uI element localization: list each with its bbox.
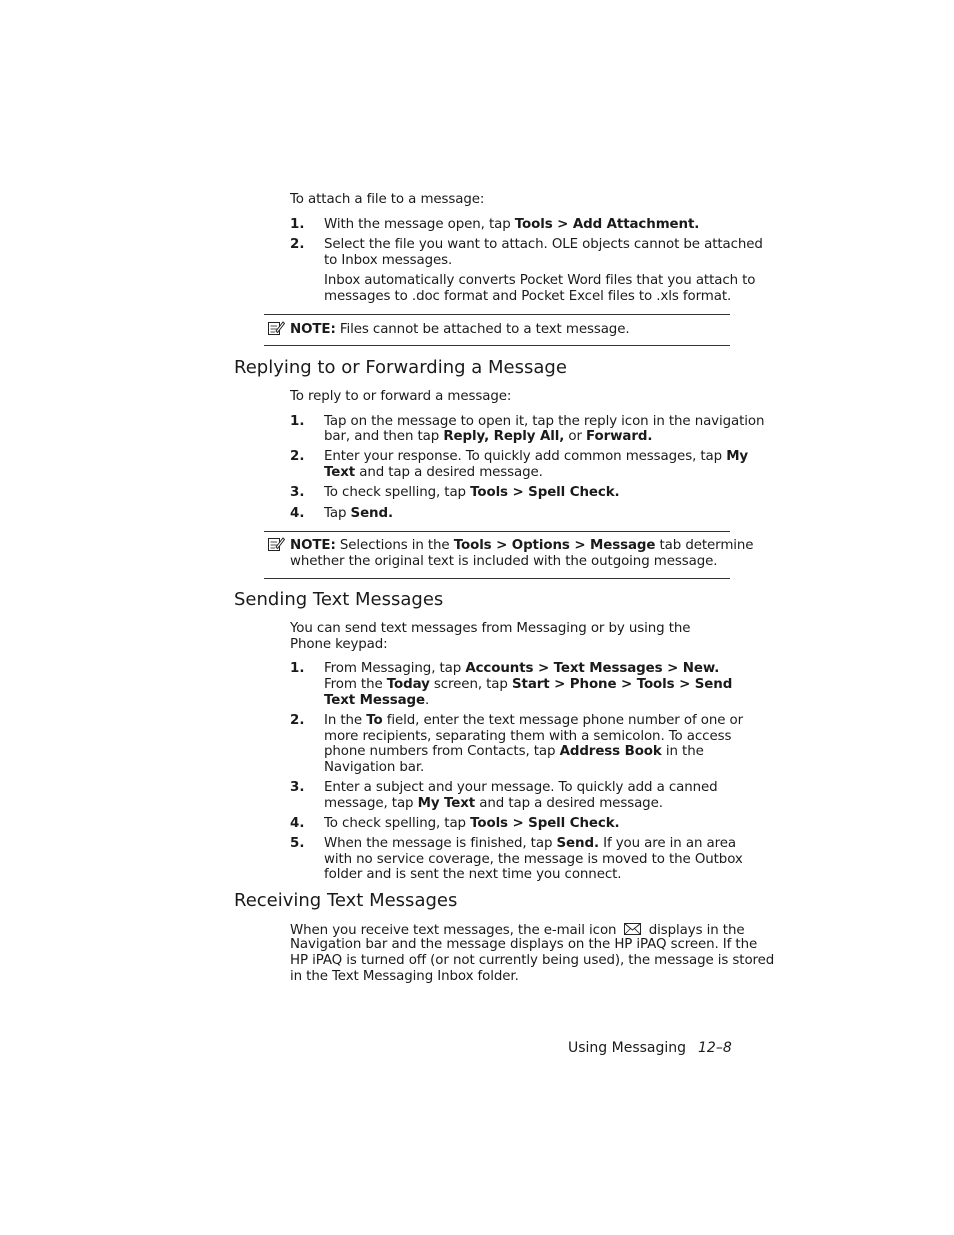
reply-step-1-line-1: Tap on the message to open it, tap the reply icon in the navigation	[324, 414, 765, 429]
attach-step-2-line-2: to Inbox messages.	[324, 253, 453, 268]
attach-note: NOTE: Files cannot be attached to a text message.	[290, 322, 630, 337]
reply-step-2-line-1: Enter your response. To quickly add common messages, tap My	[324, 449, 749, 464]
reply-note-line-2: whether the original text is included with the outgoing message.	[290, 554, 718, 569]
step-number: 1.	[290, 414, 305, 429]
note-bottom-rule	[264, 345, 730, 346]
receiving-line-4: in the Text Messaging Inbox folder.	[290, 969, 519, 984]
section-heading-receiving: Receiving Text Messages	[234, 890, 458, 911]
step-number: 2.	[290, 449, 305, 464]
sending-step-5-line-2: with no service coverage, the message is moved to the Outbox	[324, 852, 743, 867]
attach-intro: To attach a file to a message:	[290, 192, 485, 207]
envelope-icon	[623, 922, 643, 936]
attach-step-2-line-4: messages to .doc format and Pocket Excel files to .xls format.	[324, 289, 732, 304]
attach-step-2-line-1: Select the file you want to attach. OLE objects cannot be attached	[324, 237, 763, 252]
section-heading-reply: Replying to or Forwarding a Message	[234, 357, 567, 378]
sending-step-2-line-1: In the To field, enter the text message phone number of one or	[324, 713, 743, 728]
sending-intro-line-2: Phone keypad:	[290, 637, 388, 652]
sending-intro-line-1: You can send text messages from Messaging or by using the	[290, 621, 691, 636]
note-bottom-rule	[264, 578, 730, 579]
sending-step-5-line-3: folder and is sent the next time you connect.	[324, 867, 622, 882]
step-number: 3.	[290, 485, 305, 500]
reply-step-1-line-2: bar, and then tap Reply, Reply All, or Forward.	[324, 429, 653, 444]
note-pencil-icon	[267, 320, 285, 336]
attach-step-2-line-3: Inbox automatically converts Pocket Word files that you attach to	[324, 273, 756, 288]
sending-step-3-line-1: Enter a subject and your message. To quickly add a canned	[324, 780, 718, 795]
receiving-line-2: Navigation bar and the message displays on the HP iPAQ screen. If the	[290, 937, 758, 952]
step-number: 4.	[290, 816, 305, 831]
reply-step-4: Tap Send.	[324, 506, 393, 521]
reply-note-line-1: NOTE: Selections in the Tools > Options > Message tab determine	[290, 538, 754, 553]
step-number: 1.	[290, 661, 305, 676]
reply-intro: To reply to or forward a message:	[290, 389, 512, 404]
sending-step-1-line-3: Text Message.	[324, 693, 430, 708]
sending-step-2-line-3: phone numbers from Contacts, tap Address Book in the	[324, 744, 704, 759]
step-number: 3.	[290, 780, 305, 795]
sending-step-1-line-2: From the Today screen, tap Start > Phone > Tools > Send	[324, 677, 733, 692]
attach-step-1: With the message open, tap Tools > Add Attachment.	[324, 217, 700, 232]
note-top-rule	[264, 314, 730, 315]
sending-step-1-line-1: From Messaging, tap Accounts > Text Messages > New.	[324, 661, 720, 676]
reply-step-3: To check spelling, tap Tools > Spell Check.	[324, 485, 620, 500]
sending-step-2-line-4: Navigation bar.	[324, 760, 425, 775]
reply-step-2-line-2: Text and tap a desired message.	[324, 465, 543, 480]
step-number: 5.	[290, 836, 305, 851]
step-number: 4.	[290, 506, 305, 521]
section-heading-sending: Sending Text Messages	[234, 589, 444, 610]
sending-step-5-line-1: When the message is finished, tap Send. If you are in an area	[324, 836, 736, 851]
step-number: 1.	[290, 217, 305, 232]
note-top-rule	[264, 531, 730, 532]
sending-step-2-line-2: more recipients, separating them with a semicolon. To access	[324, 729, 732, 744]
receiving-line-3: HP iPAQ is turned off (or not currently being used), the message is stored	[290, 953, 775, 968]
sending-step-4: To check spelling, tap Tools > Spell Check.	[324, 816, 620, 831]
receiving-line-1: When you receive text messages, the e-mail icon displays in the	[290, 923, 745, 938]
step-number: 2.	[290, 237, 305, 252]
sending-step-3-line-2: message, tap My Text and tap a desired message.	[324, 796, 663, 811]
page-number: 12–8	[698, 1040, 732, 1056]
footer-section-title: Using Messaging	[568, 1040, 687, 1056]
step-number: 2.	[290, 713, 305, 728]
note-pencil-icon	[267, 536, 285, 552]
